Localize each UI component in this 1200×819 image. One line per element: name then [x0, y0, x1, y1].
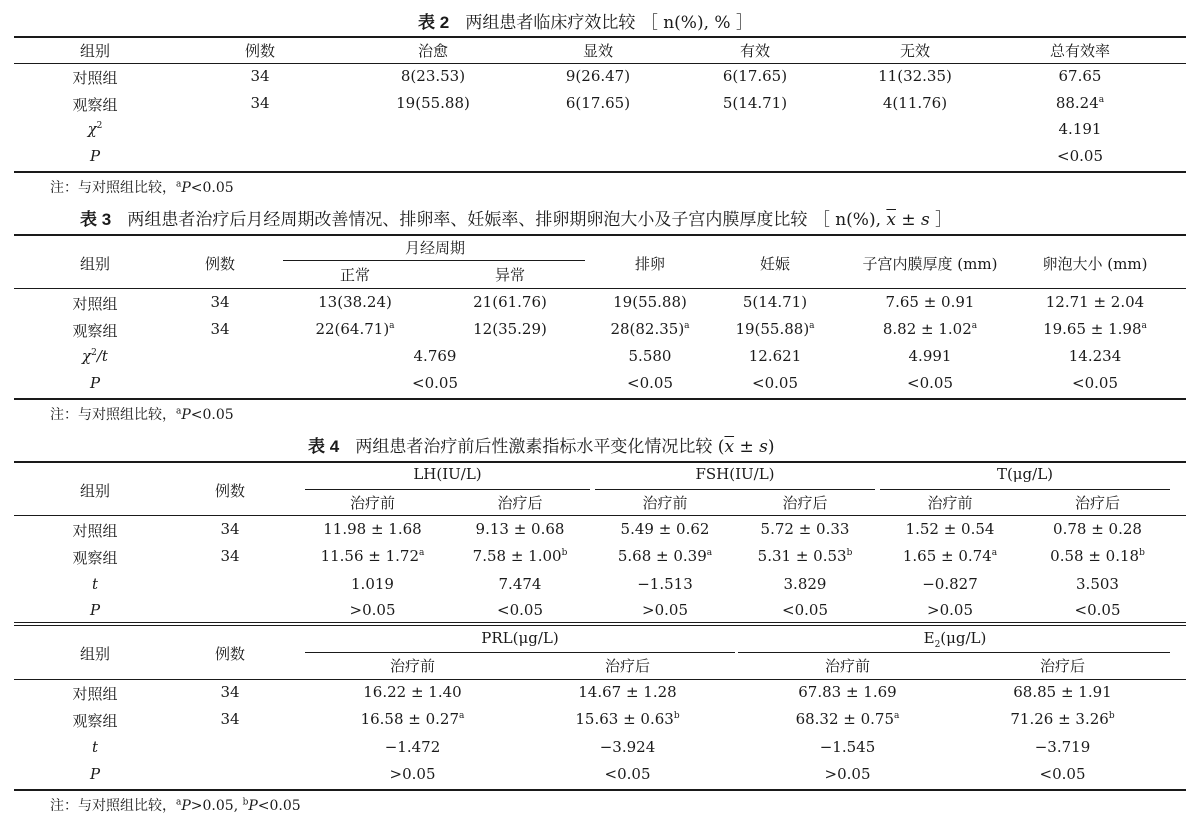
table4-p2-e2-after: 治疗后 [1039, 657, 1085, 675]
table4-p2-row1-e2-after: 68.85 ± 1.91 [1013, 683, 1112, 701]
table3-p-ovulation: <0.05 [627, 374, 673, 392]
table3-top-rule [14, 234, 1186, 236]
table4-p1-row2-fsh-after: 5.31 ± 0.53$^b$ [757, 547, 853, 565]
table4-p1-row2-lh-after: 7.58 ± 1.00$^b$ [472, 547, 568, 565]
table2-top-rule [14, 36, 1186, 38]
table4-p1-t-label: t [91, 575, 99, 593]
table4-p1-header-fsh: FSH(IU/L) [695, 465, 775, 483]
table4-p2-row2-count: 34 [220, 710, 240, 728]
table2-header-cure: 治愈 [417, 42, 448, 60]
table2-bottom-rule [14, 171, 1186, 173]
table2-row1-effective: 6(17.65) [722, 67, 788, 85]
table3-header-follicle: 卵泡大小 (mm) [1042, 255, 1148, 273]
table3-caption: 表 3 两组患者治疗后月经周期改善情况、排卵率、妊娠率、排卵期卵泡大小及子宫内膜厚度比较 ［ n(%), $\overline{x} \pm s$ ］ [80, 210, 953, 230]
table4-p1-fsh-after: 治疗后 [782, 494, 828, 512]
table3-p-label: P [89, 374, 101, 392]
table4-p2-t-value-4: −3.719 [1034, 738, 1091, 756]
table2-caption [418, 8, 753, 33]
table2-row1-total: 67.65 [1058, 67, 1102, 85]
table4-top-rule [14, 461, 1186, 463]
table3-header-group: 组别 [79, 255, 110, 273]
table4-bottom-rule [14, 789, 1186, 791]
table3-stat-label: $\chi^2/t$ [82, 347, 108, 365]
table4-p2-prl-rule [305, 652, 735, 653]
table2-row2-marked: 6(17.65) [565, 94, 631, 112]
table3-row2-abnormal: 12(35.29) [473, 320, 547, 338]
table2-p-value: <0.05 [1057, 147, 1103, 165]
table4-p1-fsh-rule [595, 489, 875, 490]
table3-row1-endometrium: 7.65 ± 0.91 [885, 293, 975, 311]
table2-row1-marked: 9(26.47) [565, 67, 631, 85]
table4-p1-row1-fsh-before: 5.49 ± 0.62 [620, 520, 710, 538]
table3-row2-ovulation: $28(82.35)^a$ [610, 320, 690, 338]
table4-p1-p-value-6: <0.05 [1074, 601, 1121, 619]
table2-chi-label: $\chi^2$ [87, 120, 103, 138]
table4-p2-row1-count: 34 [220, 683, 240, 701]
table2-header-ineffective: 无效 [899, 42, 930, 60]
table4-p2-header-rule [14, 679, 1186, 680]
table2-note: 注：与对照组比较，$^a$P<0.05 [50, 179, 234, 196]
table4-p1-t-before: 治疗前 [927, 494, 973, 512]
table4-p2-row2-e2-after: 71.26 ± 3.26$^b$ [1010, 710, 1115, 728]
table3-stat-cycle: 4.769 [413, 347, 457, 365]
table4-p2-prl-before: 治疗前 [389, 657, 435, 675]
table4-p1-t-rule [880, 489, 1170, 490]
table4-separator-rule-2 [14, 625, 1186, 626]
table4-p2-row1-group: 对照组 [72, 685, 118, 703]
table3-row2-follicle: 19.65 ± 1.98$^a$ [1043, 320, 1147, 338]
table3-stat-follicle: 14.234 [1068, 347, 1122, 365]
table3-bottom-rule [14, 398, 1186, 400]
table4-p1-lh-rule [305, 489, 590, 490]
table4-p1-header-count: 例数 [214, 482, 245, 500]
table4-p1-t-value-2: 7.474 [498, 575, 542, 593]
table4-p2-row1-prl-before: 16.22 ± 1.40 [363, 683, 462, 701]
table4-p2-header-prl: PRL(μg/L) [481, 629, 559, 647]
table3-cycle-rule [283, 260, 585, 261]
table4-p2-row2-prl-before: 16.58 ± 0.27$^a$ [360, 710, 465, 728]
table4-p1-p-value-4: <0.05 [782, 601, 828, 619]
table3-p-endometrium: <0.05 [907, 374, 953, 392]
table3-row1-pregnancy: 5(14.71) [742, 293, 808, 311]
table3-header-abnormal: 异常 [494, 266, 525, 284]
table4-p1-row1-count: 34 [220, 520, 240, 538]
table4-p2-prl-after: 治疗后 [604, 657, 650, 675]
table2-header-rule [14, 63, 1186, 64]
table2-header-total: 总有效率 [1049, 42, 1110, 60]
table2-header-marked: 显效 [582, 42, 613, 60]
table2-caption-num: 表 2 [418, 13, 450, 32]
table3-p-follicle: <0.05 [1072, 374, 1118, 392]
table4-p1-t-value-3: −1.513 [637, 575, 693, 593]
table4-p2-row2-prl-after: 15.63 ± 0.63$^b$ [575, 710, 680, 728]
table2-row1-group: 对照组 [72, 69, 118, 87]
table4-p1-row1-group: 对照组 [72, 522, 118, 540]
table4-p2-header-group: 组别 [79, 645, 110, 663]
table3-header-normal: 正常 [339, 266, 370, 284]
table4-p1-t-value-5: −0.827 [922, 575, 978, 593]
table3-header-endometrium: 子宫内膜厚度 (mm) [862, 255, 998, 273]
table2-header-group: 组别 [79, 42, 110, 60]
table4-p2-row1-prl-after: 14.67 ± 1.28 [578, 683, 677, 701]
table3-header-pregnancy: 妊娠 [759, 255, 790, 273]
table4-p2-p-label: P [89, 765, 101, 783]
table2-row2-cure: 19(55.88) [396, 94, 470, 112]
table4-p2-e2-rule [738, 652, 1170, 653]
table2-row2-ineffective: 4(11.76) [882, 94, 948, 112]
table4-p2-e2-before: 治疗前 [824, 657, 870, 675]
table4-p1-p-value-3: >0.05 [642, 601, 688, 619]
table4-p1-header-t: T(μg/L) [996, 465, 1054, 483]
table4-caption: 表 4 两组患者治疗前后性激素指标水平变化情况比较 $(\overline{x} \pm s)$ [308, 437, 775, 457]
table4-p1-header-rule [14, 515, 1186, 516]
table4-caption-num: 表 4 [308, 437, 340, 456]
table4-p2-p-value-4: <0.05 [1039, 765, 1086, 783]
table3-row1-abnormal: 21(61.76) [473, 293, 547, 311]
table4-p1-row1-t-after: 0.78 ± 0.28 [1053, 520, 1142, 538]
table4-p2-t-label: t [91, 738, 99, 756]
table3-row1-ovulation: 19(55.88) [613, 293, 687, 311]
table4-p1-t-value-4: 3.829 [783, 575, 827, 593]
table4-p2-t-value-2: −3.924 [599, 738, 656, 756]
table2-row1-ineffective: 11(32.35) [878, 67, 952, 85]
table3-row2-pregnancy: $19(55.88)^a$ [735, 320, 815, 338]
table4-p1-row2-fsh-before: 5.68 ± 0.39$^a$ [617, 547, 713, 565]
table3-row2-endometrium: 8.82 ± 1.02$^a$ [882, 320, 978, 338]
table2-caption-unit: ［ n(%), % ］ [640, 13, 753, 33]
table4-p1-row1-t-before: 1.52 ± 0.54 [905, 520, 995, 538]
table3-p-cycle: <0.05 [412, 374, 458, 392]
table2-p-label: P [89, 147, 101, 165]
table4-p2-p-value-3: >0.05 [824, 765, 871, 783]
table4-p1-fsh-before: 治疗前 [642, 494, 688, 512]
table4-p1-row1-fsh-after: 5.72 ± 0.33 [760, 520, 850, 538]
table2-row2-total: 88.24$^a$ [1055, 94, 1105, 112]
table3-stat-endometrium: 4.991 [908, 347, 952, 365]
table4-p1-t-after: 治疗后 [1074, 494, 1120, 512]
table4-p2-p-value-1: >0.05 [389, 765, 436, 783]
table4-p1-row2-count: 34 [220, 547, 240, 565]
table4-p1-lh-after: 治疗后 [497, 494, 543, 512]
table4-p1-row2-t-before: 1.65 ± 0.74$^a$ [902, 547, 998, 565]
table4-p2-header-e2: $E_2(\mu g/L)$ [923, 629, 987, 650]
table2-header-effective: 有效 [739, 42, 770, 60]
sup-a: a [1098, 95, 1105, 105]
table3-header-cycle: 月经周期 [404, 239, 465, 257]
table4-p1-row1-lh-after: 9.13 ± 0.68 [475, 520, 565, 538]
table3-note: 注：与对照组比较，$^a$P<0.05 [50, 406, 234, 423]
table4-p1-row2-group: 观察组 [72, 549, 118, 567]
table4-p1-p-value-5: >0.05 [927, 601, 973, 619]
table3-p-pregnancy: <0.05 [752, 374, 798, 392]
table4-p1-p-value-2: <0.05 [497, 601, 543, 619]
table4-p1-row2-lh-before: 11.56 ± 1.72$^a$ [320, 547, 425, 565]
table3-stat-ovulation: 5.580 [628, 347, 672, 365]
table2-row2-effective: 5(14.71) [722, 94, 788, 112]
table3-row1-follicle: 12.71 ± 2.04 [1045, 293, 1145, 311]
table4-p1-t-value-1: 1.019 [351, 575, 394, 593]
table3-stat-pregnancy: 12.621 [748, 347, 802, 365]
table4-p2-t-value-1: −1.472 [384, 738, 441, 756]
table2-chi-value: 4.191 [1058, 120, 1102, 138]
table3-caption-text: 两组患者治疗后月经周期改善情况、排卵率、妊娠率、排卵期卵泡大小及子宫内膜厚度比较 [127, 210, 808, 230]
table4-p1-row2-t-after: 0.58 ± 0.18$^b$ [1050, 547, 1145, 565]
table3-row1-count: 34 [210, 293, 230, 311]
table2-row1-count: 34 [250, 67, 270, 85]
table4-p2-row1-e2-before: 67.83 ± 1.69 [798, 683, 897, 701]
table4-p2-header-count: 例数 [214, 645, 245, 663]
table2-row1-cure: 8(23.53) [400, 67, 466, 85]
table4-p1-lh-before: 治疗前 [349, 494, 395, 512]
table3-row1-normal: 13(38.24) [318, 293, 392, 311]
table4-p1-p-label: P [89, 601, 101, 619]
table4-p1-p-value-1: >0.05 [349, 601, 396, 619]
table4-p2-row2-e2-before: 68.32 ± 0.75$^a$ [795, 710, 900, 728]
table4-p2-t-value-3: −1.545 [819, 738, 876, 756]
table4-p2-row2-group: 观察组 [72, 712, 118, 730]
table3-header-count: 例数 [204, 255, 235, 273]
table4-p1-header-lh: LH(IU/L) [413, 465, 482, 483]
table2-row2-count: 34 [250, 94, 270, 112]
table2-row2-group: 观察组 [72, 96, 118, 114]
table4-separator-rule-1 [14, 622, 1186, 623]
table3-caption-num: 表 3 [80, 210, 112, 229]
table2-caption-text: 两组患者临床疗效比较 [465, 13, 636, 33]
table3-header-rule [14, 288, 1186, 289]
table2-header-count: 例数 [244, 42, 275, 60]
table4-p1-header-group: 组别 [79, 482, 110, 500]
table3-row1-group: 对照组 [72, 295, 118, 313]
table4-p1-row1-lh-before: 11.98 ± 1.68 [323, 520, 422, 538]
table4-note: 注：与对照组比较，$^a$P>0.05, $^b$P<0.05 [50, 797, 301, 814]
table4-p1-t-value-6: 3.503 [1076, 575, 1119, 593]
table3-row2-normal: $22(64.71)^a$ [315, 320, 395, 338]
table3-row2-count: 34 [210, 320, 230, 338]
table3-header-ovulation: 排卵 [634, 255, 665, 273]
table4-p2-p-value-2: <0.05 [604, 765, 651, 783]
table3-row2-group: 观察组 [72, 322, 118, 340]
table4-caption-text: 两组患者治疗前后性激素指标水平变化情况比较 ( [355, 437, 725, 457]
